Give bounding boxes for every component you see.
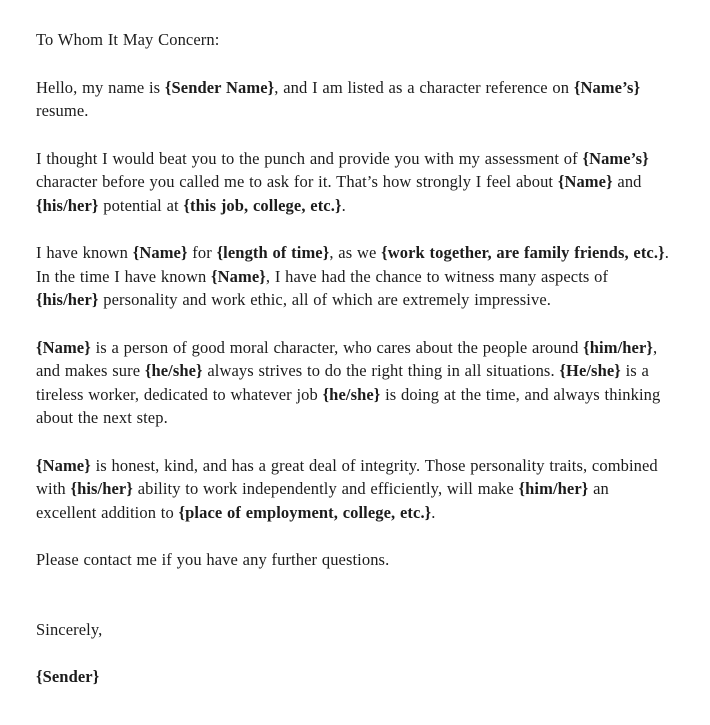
text-run: , as we — [329, 243, 382, 262]
placeholder-field: {He/she} — [559, 361, 621, 380]
placeholder-field: {Name’s} — [573, 77, 641, 97]
placeholder-field: {Name} — [557, 172, 613, 191]
text-run: and — [612, 172, 642, 191]
text-run: is a tireless worker, dedicated to whatever job — [36, 361, 649, 404]
paragraph-relationship — [36, 241, 674, 312]
paragraph-contact — [36, 548, 674, 572]
text-run: potential at — [98, 195, 184, 215]
placeholder-field: {he/she} — [322, 384, 381, 404]
text-run: Sincerely, — [36, 619, 103, 639]
placeholder-field: {Name} — [132, 243, 188, 262]
text-run: . In the time I have known — [36, 243, 669, 286]
placeholder-field: {Sender} — [36, 667, 100, 686]
text-run: ability to work independently and efficiently, will make — [132, 479, 519, 498]
paragraph-assessment — [36, 147, 674, 218]
placeholder-field: {him/her} — [518, 479, 589, 498]
text-run: is honest, kind, and has a great deal of integrity. Those personality traits, combined with — [36, 455, 658, 498]
placeholder-field: {his/her} — [70, 479, 133, 498]
signature — [36, 665, 674, 689]
placeholder-field: {work together, are family friends, etc.} — [381, 243, 665, 262]
text-run: an excellent addition to — [36, 479, 609, 522]
closing — [36, 618, 674, 642]
text-run: personality and work ethic, all of which are extremely impressive. — [98, 290, 551, 309]
placeholder-field: {Name} — [36, 455, 91, 475]
placeholder-field: {Name} — [211, 266, 266, 286]
salutation — [36, 28, 674, 52]
placeholder-field: {Name} — [36, 337, 91, 357]
placeholder-field: {Name’s} — [582, 148, 649, 168]
placeholder-field: {place of employment, college, etc.} — [178, 502, 432, 522]
letter-body — [36, 28, 674, 689]
text-run: , and makes sure — [36, 337, 658, 380]
placeholder-field: {him/her} — [583, 337, 653, 357]
text-run: resume. — [36, 101, 89, 120]
placeholder-field: {he/she} — [144, 361, 203, 380]
text-run: I thought I would beat you to the punch and provide you with my assessment of — [36, 148, 583, 168]
text-run: To Whom It May Concern: — [36, 30, 220, 49]
placeholder-field: {length of time} — [216, 243, 330, 262]
placeholder-field: {Sender Name} — [164, 77, 275, 97]
text-run: is a person of good moral character, who cares about the people around — [90, 337, 584, 357]
text-run: Please contact me if you have any further questions. — [36, 550, 390, 569]
text-run: , and I am listed as a character reference on — [274, 77, 574, 97]
text-run: . — [341, 195, 346, 215]
placeholder-field: {his/her} — [36, 290, 99, 309]
placeholder-field: {his/her} — [36, 195, 99, 215]
text-run: I have known — [36, 243, 133, 262]
paragraph-introduction — [36, 76, 674, 123]
text-run: Hello, my name is — [36, 77, 165, 97]
text-run: for — [187, 243, 217, 262]
paragraph-character — [36, 336, 674, 430]
text-run: . — [431, 502, 436, 522]
placeholder-field: {this job, college, etc.} — [183, 195, 342, 215]
text-run: always strives to do the right thing in all situations. — [202, 361, 560, 380]
text-run: is doing at the time, and always thinking about the next step. — [36, 384, 661, 427]
text-run: , I have had the chance to witness many aspects of — [265, 266, 609, 286]
text-run: character before you called me to ask for it. That’s how strongly I feel about — [36, 172, 558, 191]
paragraph-qualities — [36, 454, 674, 525]
